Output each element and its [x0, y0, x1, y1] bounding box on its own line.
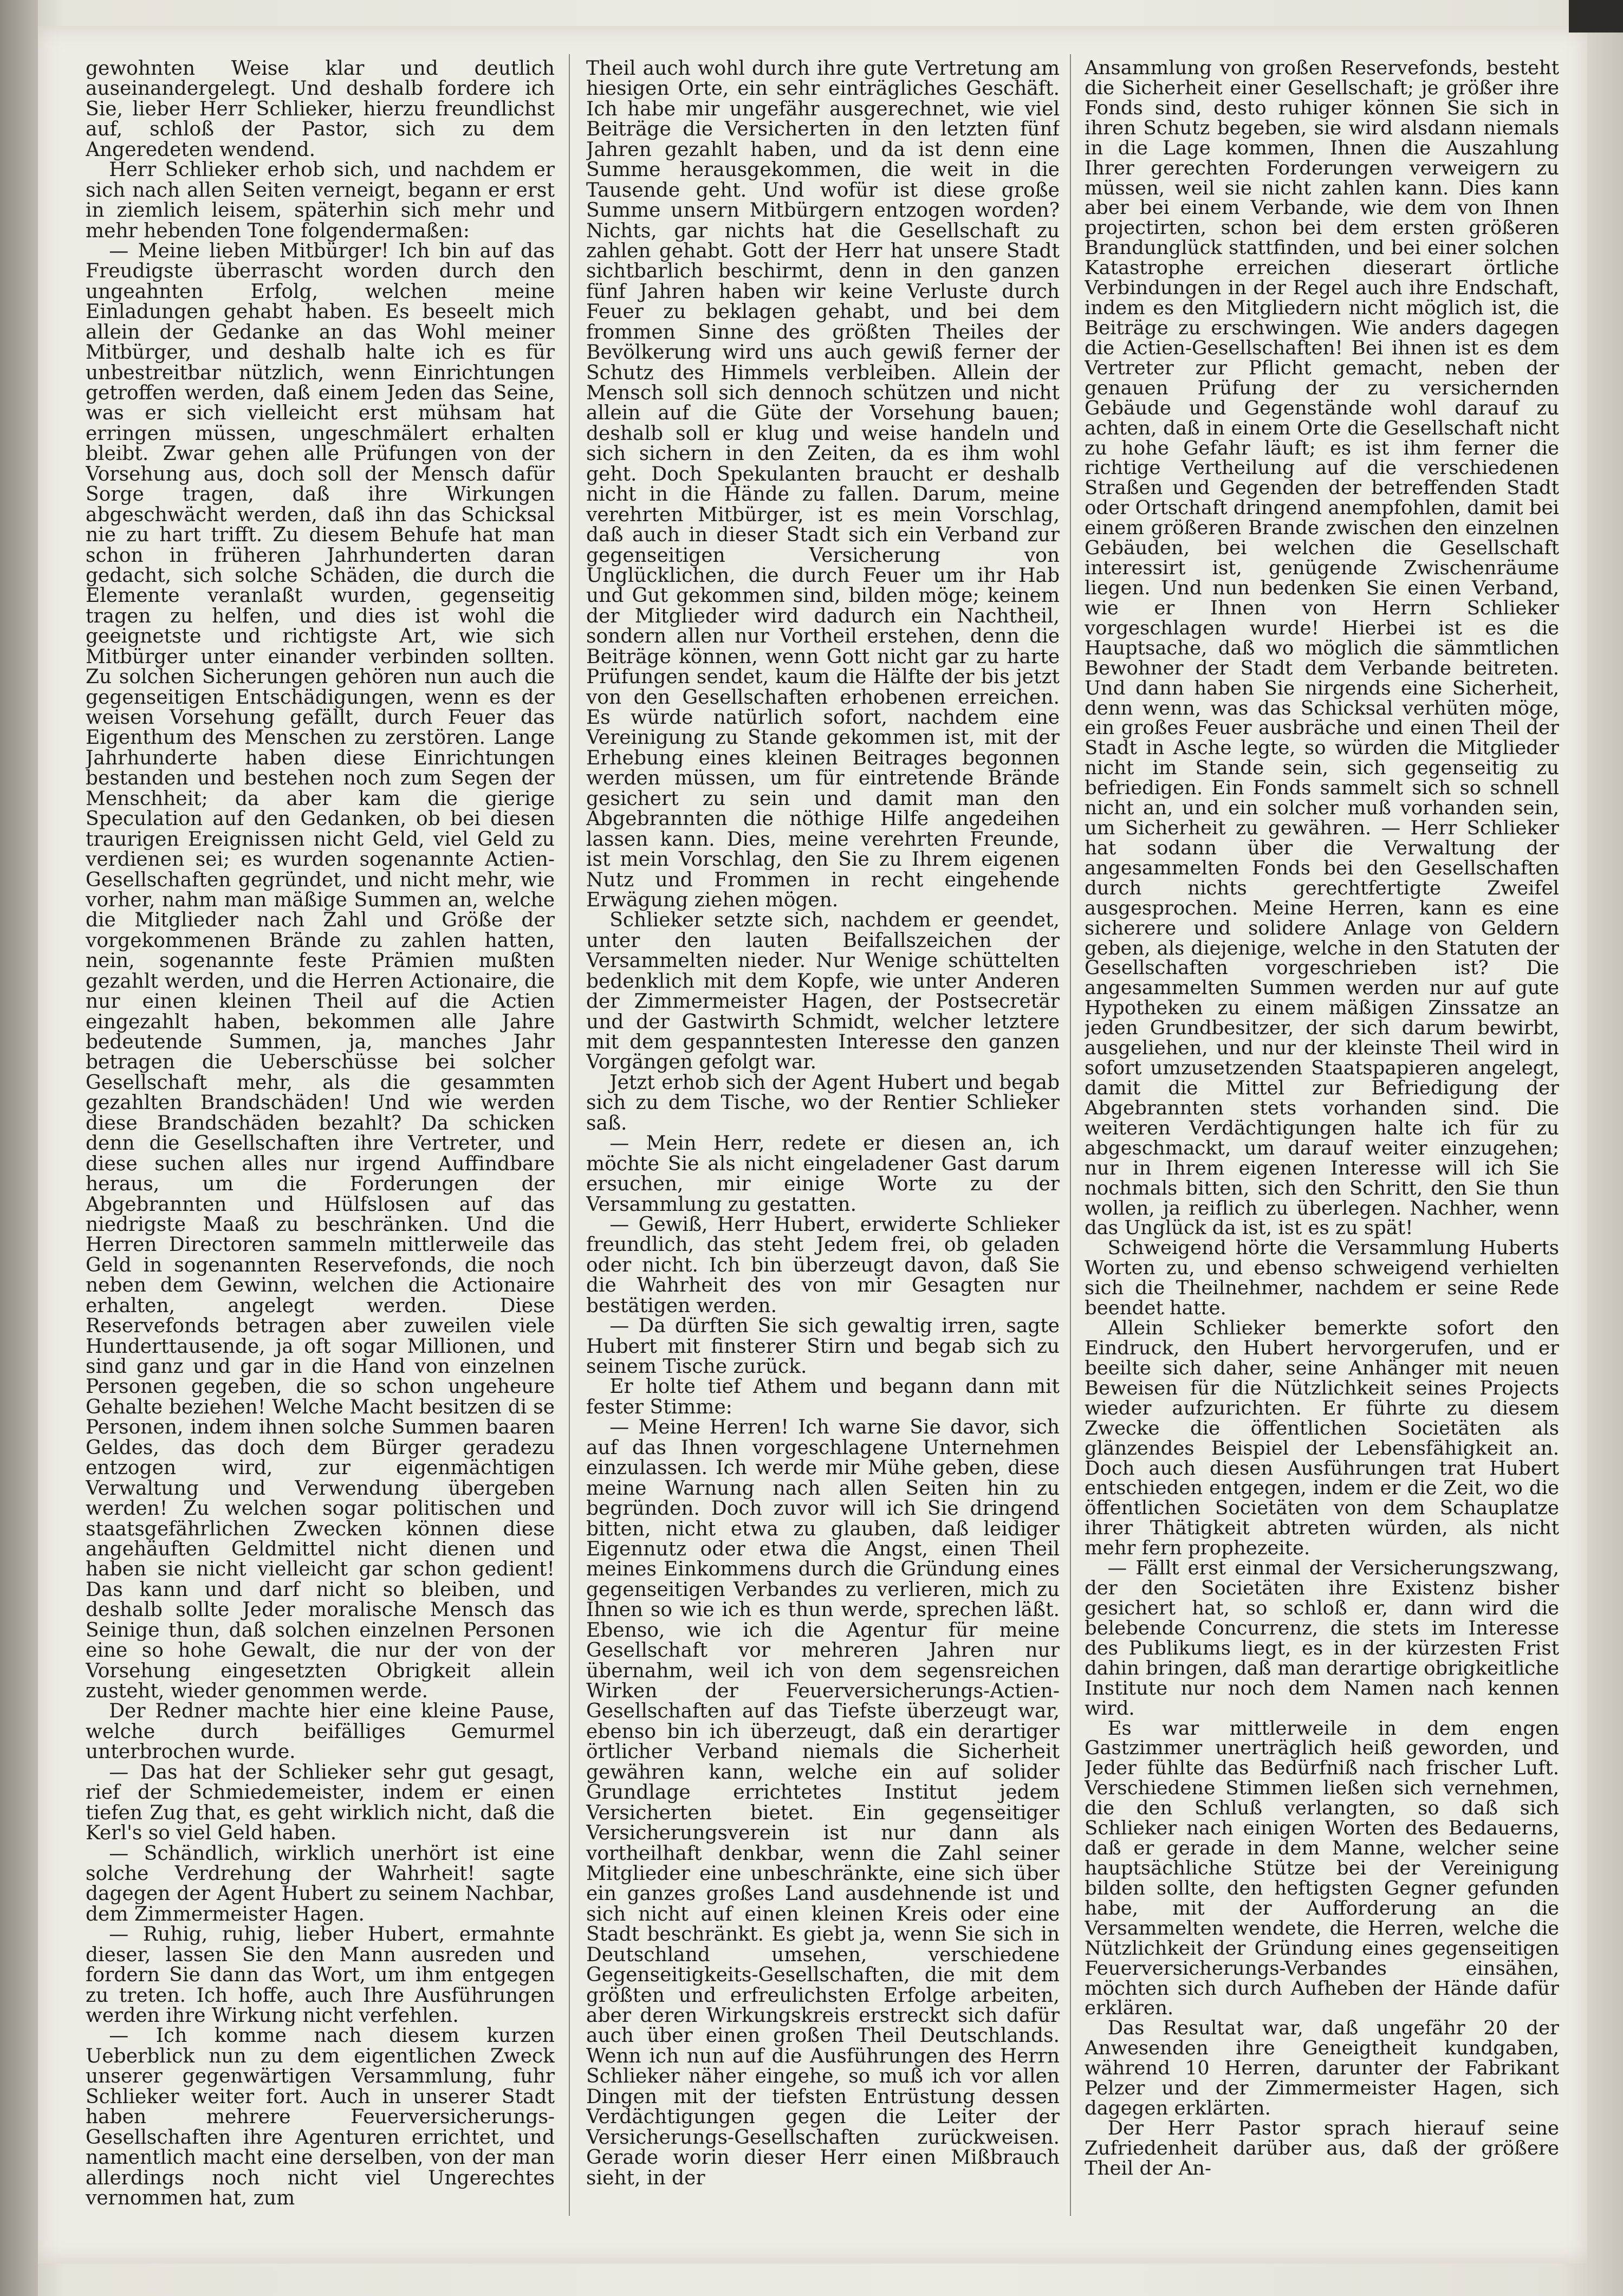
paragraph: Schweigend hörte die Versammlung Huberts Worten zu, und ebenso schweigend verhielten sich die Theilnehmer, nachdem er seine Rede beendet hatte. [1085, 1237, 1559, 1320]
column-divider [569, 54, 570, 2216]
paragraph: Es war mittlerweile in dem engen Gastzimmer unerträglich heiß geworden, und Jeder fühlte das Bedürfniß nach frischer Luft. Verschiedene Stimmen ließen sich vernehmen, die den Schluß verlangten, so daß sich Schlieker nach einigen Worten des Bedauerns, daß er gerade in dem Manne, welcher seine hauptsächliche Stütze bei der Vereinigung bilden sollte, den heftigsten Gegner gefunden habe, mit der Aufforderung an die Versammelten wendete, die Herren, welche die Nützlichkeit der Gründung eines gegenseitigen Feuerversicherungs-Verbandes einsähen, möchten sich durch Aufheben der Hände dafür erklären. [1085, 1717, 1559, 2020]
paragraph: — Schändlich, wirklich unerhört ist eine solche Verdrehung der Wahrheit! sagte dagegen der Agent Hubert zu seinem Nachbar, dem Zimmermeister Hagen. [86, 1842, 555, 1925]
text-column-2 [586, 59, 1060, 2220]
text-column-3 [1085, 59, 1559, 2220]
paragraph: — Meine Herren! Ich warne Sie davor, sich auf das Ihnen vorgeschlagene Unternehmen einzulassen. Ich werde mir Mühe geben, diese meine Warnung nach allen Seiten hin zu begründen. Doch zuvor will ich Sie dringend bitten, nicht etwa zu glauben, daß leidiger Eigennutz oder etwa die Angst, einen Theil meines Einkommens durch die Gründung eines gegenseitigen Verbandes zu verlieren, mich zu Ihnen so wie ich es thun werde, sprechen läßt. Ebenso, wie ich die Agentur für meine Gesellschaft vor mehreren Jahren nur übernahm, weil ich von dem segensreichen Wirken der Feuerversicherungs-Actien-Gesellschaften auf das Tiefste überzeugt war, ebenso bin ich überzeugt, daß ein derartiger örtlicher Verband niemals die Sicherheit gewähren kann, welche ein auf solider Grundlage errichtetes Institut jedem Versicherten bietet. Ein gegenseitiger Versicherungsverein ist nur dann als vortheilhaft denkbar, wenn die Zahl seiner Mitglieder eine unbeschränkte, eine sich über ein ganzes großes Land ausdehnende ist und sich nicht auf einen kleinen Kreis oder eine Stadt beschränkt. Es giebt ja, wenn Sie sich in Deutschland umsehen, verschiedene Gegenseitigkeits-Gesellschaften, die mit dem größten und erfreulichsten Erfolge arbeiten, aber deren Wirkungskreis erstreckt sich dafür auch über einen großen Theil Deutschlands. Wenn ich nun auf die Ausführungen des Herrn Schlieker näher eingehe, so muß ich vor allen Dingen mit der tiefsten Entrüstung dessen Verdächtigungen gegen die Leiter der Versicherungs-Gesellschaften zurückweisen. Gerade worin dieser Herr einen Mißbrauch sieht, in der [586, 1416, 1060, 2189]
paragraph: gewohnten Weise klar und deutlich auseinandergelegt. Und deshalb fordere ich Sie, lieber Herr Schlieker, hierzu freundlichst auf, schloß der Pastor, sich zu dem Angeredeten wendend. [86, 59, 555, 161]
paragraph: Jetzt erhob sich der Agent Hubert und begab sich zu dem Tische, wo der Rentier Schlieker saß. [586, 1071, 1060, 1134]
paragraph: Das Resultat war, daß ungefähr 20 der Anwesenden ihre Geneigtheit kundgaben, während 10 Herren, darunter der Fabrikant Pelzer und der Zimmermeister Hagen, sich dagegen erklärten. [1085, 2017, 1559, 2120]
paragraph: — Fällt erst einmal der Versicherungszwang, der den Societäten ihre Existenz bisher gesichert hat, so schloß er, dann wird die belebende Concurrenz, die stets im Interesse des Publikums liegt, es in der kürzesten Frist dahin bringen, daß man derartige obrigkeitliche Institute nur noch dem Namen nach kennen wird. [1085, 1557, 1559, 1720]
paragraph: Ansammlung von großen Reservefonds, besteht die Sicherheit einer Gesellschaft; je größer ihre Fonds sind, desto ruhiger können Sie sich in ihren Schutz begeben, sie wird alsdann niemals in die Lage kommen, Ihnen die Auszahlung Ihrer gerechten Forderungen verweigern zu müssen, weil sie nicht zahlen kann. Dies kann aber bei einem Verbande, wie dem von Ihnen projectirten, schon bei dem ersten größeren Brandunglück stattfinden, und bei einer solchen Katastrophe erreichen dieserart örtliche Verbindungen in der Regel auch ihre Endschaft, indem es den Mitgliedern nicht möglich ist, die Beiträge zu erschwingen. Wie anders dagegen die Actien-Gesellschaften! Bei ihnen ist es dem Vertreter zur Pflicht gemacht, neben der genauen Prüfung der zu versichernden Gebäude und Gegenstände wohl darauf zu achten, daß in einem Orte die Gesellschaft nicht zu hohe Gefahr läuft; es ist ihm ferner die richtige Vertheilung auf die verschiedenen Straßen und Gegenden der betreffenden Stadt oder Ortschaft dringend anempfohlen, damit bei einem größeren Brande zwischen den einzelnen Gebäuden, bei welchen die Gesellschaft interessirt ist, genügende Zwischenräume liegen. Und nun bedenken Sie einen Verband, wie er Ihnen von Herrn Schlieker vorgeschlagen wurde! Hierbei ist es die Hauptsache, daß wo möglich die sämmtlichen Bewohner der Stadt dem Verbande beitreten. Und dann haben Sie nirgends eine Sicherheit, denn wenn, was das Schicksal verhüten möge, ein großes Feuer ausbräche und einen Theil der Stadt in Asche legte, so würden die Mitglieder nicht im Stande sein, sich gegenseitig zu befriedigen. Ein Fonds sammelt sich so schnell nicht an, und ein solcher muß vorhanden sein, um Sicherheit zu gewähren. — Herr Schlieker hat sodann über die Verwaltung der angesammelten Fonds bei den Gesellschaften durch nichts gerechtfertigte Zweifel ausgesprochen. Meine Herren, kann es eine sicherere und solidere Anlage von Geldern geben, als diejenige, welche in den Statuten der Gesellschaften vorgeschrieben ist? Die angesammelten Summen werden nur auf gute Hypotheken zu einem mäßigen Zinssatze an jeden Grundbesitzer, der sich darum bewirbt, ausgeliehen, und nur der kleinste Theil wird in sofort umzusetzenden Staatspapieren angelegt, damit die Mittel zur Befriedigung der Abgebrannten stets vorhanden sind. Die weiteren Verdächtigungen halte ich für zu abgeschmackt, um darauf weiter einzugehen; nur in Ihrem eigenen Interesse will ich Sie nochmals bitten, sich den Schritt, den Sie thun wollen, ja reiflich zu überlegen. Nachher, wenn das Unglück da ist, ist es zu spät! [1085, 59, 1559, 1240]
paragraph: — Gewiß, Herr Hubert, erwiderte Schlieker freundlich, das steht Jedem frei, ob geladen oder nicht. Ich bin überzeugt davon, daß Sie die Wahrheit des von mir Gesagten nur bestätigen werden. [586, 1213, 1060, 1317]
paragraph: — Meine lieben Mitbürger! Ich bin auf das Freudigste überrascht worden durch den ungeahnten Erfolg, welchen meine Einladungen gehabt haben. Es beseelt mich allein der Gedanke an das Wohl meiner Mitbürger, und deshalb halte ich es für unbestreitbar nützlich, wenn Einrichtungen getroffen werden, daß einem Jeden das Seine, was er sich vielleicht erst mühsam hat erringen müssen, ungeschmälert erhalten bleibt. Zwar gehen alle Prüfungen von der Vorsehung aus, doch soll der Mensch dafür Sorge tragen, daß ihre Wirkungen abgeschwächt werden, daß ihn das Schicksal nie zu hart trifft. Zu diesem Behufe hat man schon in früheren Jahrhunderten daran gedacht, sich solche Schäden, die durch die Elemente veranlaßt wurden, gegenseitig tragen zu helfen, und dies ist wohl die geeignetste und richtigste Art, wie sich Mitbürger unter einander verbinden sollten. Zu solchen Sicherungen gehören nun auch die gegenseitigen Entschädigungen, wenn es der weisen Vorsehung gefällt, durch Feuer das Eigenthum des Menschen zu zerstören. Lange Jahrhunderte haben diese Einrichtungen bestanden und bestehen noch zum Segen der Menschheit; da aber kam die gierige Speculation auf den Gedanken, ob bei diesen traurigen Ereignissen nicht Geld, viel Geld zu verdienen sei; es wurden sogenannte Actien-Gesellschaften gegründet, und nicht mehr, wie vorher, nahm man mäßige Summen an, welche die Mitglieder nach Zahl und Größe der vorgekommenen Brände zu zahlen hatten, nein, sogenannte feste Prämien mußten gezahlt werden, und die Herren Actionaire, die nur einen kleinen Theil auf die Actien eingezahlt haben, bekommen alle Jahre bedeutende Summen, ja, manches Jahr betragen die Ueberschüsse bei solcher Gesellschaft mehr, als die gesammten gezahlten Brandschäden! Und wie werden diese Brandschäden bezahlt? Da schicken denn die Gesellschaften ihre Vertreter, und diese suchen alles nur irgend Auffindbare heraus, um die Forderungen der Abgebrannten und Hülfslosen auf das niedrigste Maaß zu beschränken. Und die Herren Directoren sammeln mittlerweile das Geld in sogenannten Reservefonds, die noch neben dem Gewinn, welchen die Actionaire erhalten, angelegt werden. Diese Reservefonds betragen aber zuweilen viele Hunderttausende, ja oft sogar Millionen, und sind ganz und gar in die Hand von einzelnen Personen gegeben, die so schon ungeheure Gehalte beziehen! Welche Macht besitzen di se Personen, indem ihnen solche Summen baaren Geldes, das doch dem Bürger geradezu entzogen wird, zur eigenmächtigen Verwaltung und Verwendung übergeben werden! Zu welchen sogar politischen und staatsgefährlichen Zwecken können diese angehäuften Geldmittel nicht dienen und haben sie nicht vielleicht gar schon gedient! Das kann und darf nicht so bleiben, und deshalb sollte Jeder moralische Mensch das Seinige thun, daß solchen einzelnen Personen eine so hohe Gewalt, die nur der von der Vorsehung eingesetzten Obrigkeit allein zusteht, wieder genommen werde. [86, 239, 555, 1702]
paragraph: Herr Schlieker erhob sich, und nachdem er sich nach allen Seiten verneigt, begann er erst in ziemlich leisem, späterhin sich mehr und mehr hebenden Tone folgendermaßen: [86, 159, 555, 242]
book-binding-edge [0, 0, 38, 2296]
paragraph: — Ich komme nach diesem kurzen Ueberblick nun zu dem eigentlichen Zweck unserer gegenwärtigen Versammlung, fuhr Schlieker weiter fort. Auch in unserer Stadt haben mehrere Feuerversicherungs-Gesellschaften ihre Agenturen errichtet, und namentlich macht eine derselben, von der man allerdings noch nicht viel Ungerechtes vernommen hat, zum [86, 2025, 555, 2209]
paragraph: Allein Schlieker bemerkte sofort den Eindruck, den Hubert hervorgerufen, und er beeilte sich daher, seine Anhänger mit neuen Beweisen für die Nützlichkeit seines Projects wieder aufzurichten. Er führte zu diesem Zwecke die öffentlichen Societäten als glänzendes Beispiel der Lebensfähigkeit an. Doch auch diesen Ausführungen trat Hubert entschieden entgegen, indem er die Zeit, wo die öffentlichen Societäten von dem Schauplatze ihrer Thätigkeit abtreten würden, als nicht mehr fern prophezeite. [1085, 1317, 1559, 1560]
dark-corner [1569, 0, 1623, 33]
paragraph: Der Redner machte hier eine kleine Pause, welche durch beifälliges Gemurmel unterbrochen wurde. [86, 1700, 555, 1763]
column-divider [1070, 54, 1071, 2216]
paragraph: — Mein Herr, redete er diesen an, ich möchte Sie als nicht eingeladener Gast darum ersuchen, mir einige Worte zu der Versammlung zu gestatten. [586, 1132, 1060, 1216]
paragraph: Der Herr Pastor sprach hierauf seine Zufriedenheit darüber aus, daß der größere Theil der An- [1085, 2117, 1559, 2180]
text-column-1 [86, 59, 555, 2220]
paragraph: — Das hat der Schlieker sehr gut gesagt, rief der Schmiedemeister, indem er einen tiefen Zug that, es geht wirklich nicht, daß die Kerl's so viel Geld haben. [86, 1761, 555, 1845]
paragraph: — Ruhig, ruhig, lieber Hubert, ermahnte dieser, lassen Sie den Mann ausreden und fordern Sie dann das Wort, um ihm entgegen zu treten. Ich hoffe, auch Ihre Ausführungen werden ihre Wirkung nicht verfehlen. [86, 1923, 555, 2027]
paragraph: — Da dürften Sie sich gewaltig irren, sagte Hubert mit finsterer Stirn und begab sich zu seinem Tische zurück. [586, 1315, 1060, 1378]
paragraph: Er holte tief Athem und begann dann mit fester Stimme: [586, 1376, 1060, 1418]
paragraph: Theil auch wohl durch ihre gute Vertretung am hiesigen Orte, ein sehr einträgliches Geschäft. Ich habe mir ungefähr ausgerechnet, wie viel Beiträge die Versicherten in den letzten fünf Jahren gezahlt haben, und da ist denn eine Summe herausgekommen, die weit in die Tausende geht. Und wofür ist diese große Summe unsern Mitbürgern entzogen worden? Nichts, gar nichts hat die Gesellschaft zu zahlen gehabt. Gott der Herr hat unsere Stadt sichtbarlich beschirmt, denn in den ganzen fünf Jahren haben wir keine Verluste durch Feuer zu beklagen gehabt, und bei dem frommen Sinne des größten Theiles der Bevölkerung wird uns auch gewiß ferner der Schutz des Himmels verbleiben. Allein der Mensch soll sich dennoch schützen und nicht allein auf die Güte der Vorsehung bauen; deshalb soll er klug und weise handeln und sich sichern in den Zeiten, da es ihm wohl geht. Doch Spekulanten braucht er deshalb nicht in die Hände zu fallen. Darum, meine verehrten Mitbürger, ist es mein Vorschlag, daß auch in dieser Stadt sich ein Verband zur gegenseitigen Versicherung von Unglücklichen, die durch Feuer um ihr Hab und Gut gekommen sind, bilden möge; keinem der Mitglieder wird dadurch ein Nachtheil, sondern allen nur Vortheil erstehen, denn die Beiträge können, wenn Gott nicht gar zu harte Prüfungen sendet, kaum die Hälfte der bis jetzt von den Gesellschaften erhobenen erreichen. Es würde natürlich sofort, nachdem eine Vereinigung zu Stande gekommen ist, mit der Erhebung eines kleinen Beitrages begonnen werden müssen, um für eintretende Brände gesichert zu sein und damit man den Abgebrannten die nöthige Hilfe angedeihen lassen kann. Dies, meine verehrten Freunde, ist mein Vorschlag, den Sie zu Ihrem eigenen Nutz und Frommen in recht eingehende Erwägung ziehen mögen. [586, 59, 1060, 911]
paragraph: Schlieker setzte sich, nachdem er geendet, unter den lauten Beifallszeichen der Versammelten nieder. Nur Wenige schüttelten bedenklich mit dem Kopfe, wie unter Anderen der Zimmermeister Hagen, der Postsecretär und der Gastwirth Schmidt, welcher letztere mit dem gespanntesten Interesse den ganzen Vorgängen gefolgt war. [586, 909, 1060, 1074]
